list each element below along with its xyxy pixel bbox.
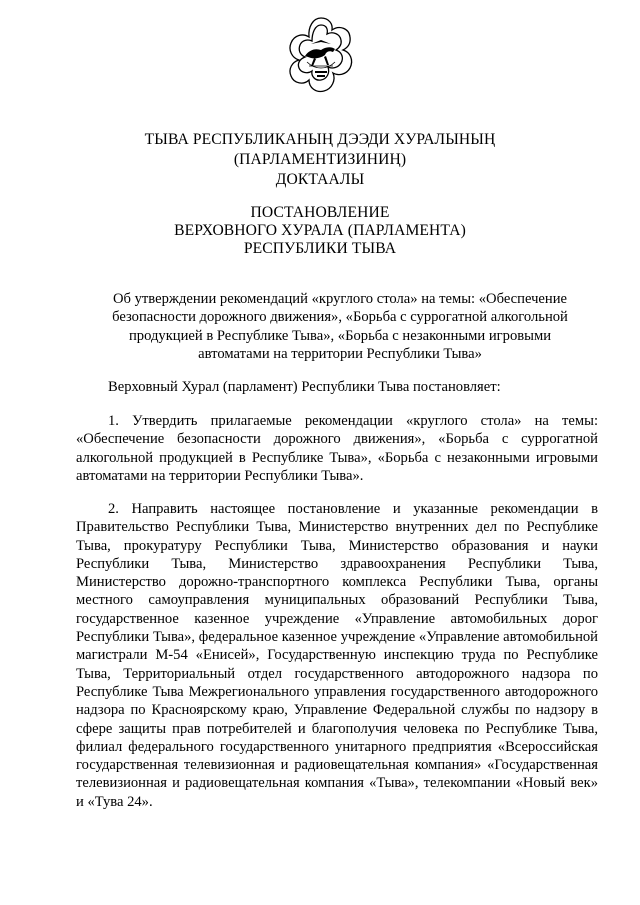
paragraph-2: 2. Направить настоящее постановление и указанные рекомендации в Правительство Республики Тыва, Министерство внутренних дел по Республике Тыва, прокуратуру Республики Тыва, Министерство образования и науки Республики Тыва, Министерство здравоохранения Республики Тыва, Министерство дорожно-транспортного комплекса Республики Тыва, органы местного самоуправления муниципальных образований Республики Тыва, государственное казенное учреждение «Управление автомобильных дорог Республики Тыва», федеральное казенное учреждение «Управление автомобильной магистрали М-54 «Енисей», Государственную инспекцию труда по Республике Тыва, Территориальный отдел государственного автодорожного надзора по Республике Тыва Межрегионального управления государственного автодорожного надзора по Красноярскому краю, Управление Федеральной службы по надзору в сфере защиты прав потребителей и благополучия человека по Республике Тыва, филиал федерального государственного унитарного предприятия «Всероссийская государственная телевизионная и радиовещательная компания» «Государственная телевизионная и радиовещательная компания «Тыва», телекомпании «Новый век» и «Тува 24». xyxy=(76,501,598,810)
header-line-supreme-khural: ВЕРХОВНОГО ХУРАЛА (ПАРЛАМЕНТА) xyxy=(174,222,466,239)
header-line-doktaaly: ДОКТААЛЫ xyxy=(275,171,365,188)
document-subject: Об утверждении рекомендаций «круглого стола» на темы: «Обеспечение безопасности дорожного движения», «Борьба с суррогатной алкогольной продукцией в Республике Тыва», «Борьба с незаконными игровыми автоматами на территории Республики Тыва» xyxy=(112,291,568,362)
header-line-tuvan-parliament: (ПАРЛАМЕНТИЗИНИҢ) xyxy=(233,151,407,168)
header-line-republic: РЕСПУБЛИКИ ТЫВА xyxy=(243,240,397,257)
resolution-intro: Верховный Хурал (парламент) Республики Тыва постановляет: xyxy=(108,379,501,395)
tuva-emblem-icon xyxy=(281,14,361,106)
header-line-tuvan: ТЫВА РЕСПУБЛИКАНЫҢ ДЭЭДИ ХУРАЛЫНЫҢ xyxy=(144,131,496,148)
document-type-title: ПОСТАНОВЛЕНИЕ xyxy=(250,204,390,221)
paragraph-1: 1. Утвердить прилагаемые рекомендации «круглого стола» на темы: «Обеспечение безопасности дорожного движения», «Борьба с суррогатной алкогольной продукцией в Республике Тыва», «Борьба с незаконными игровыми автоматами на территории Республики Тыва». xyxy=(76,413,598,484)
